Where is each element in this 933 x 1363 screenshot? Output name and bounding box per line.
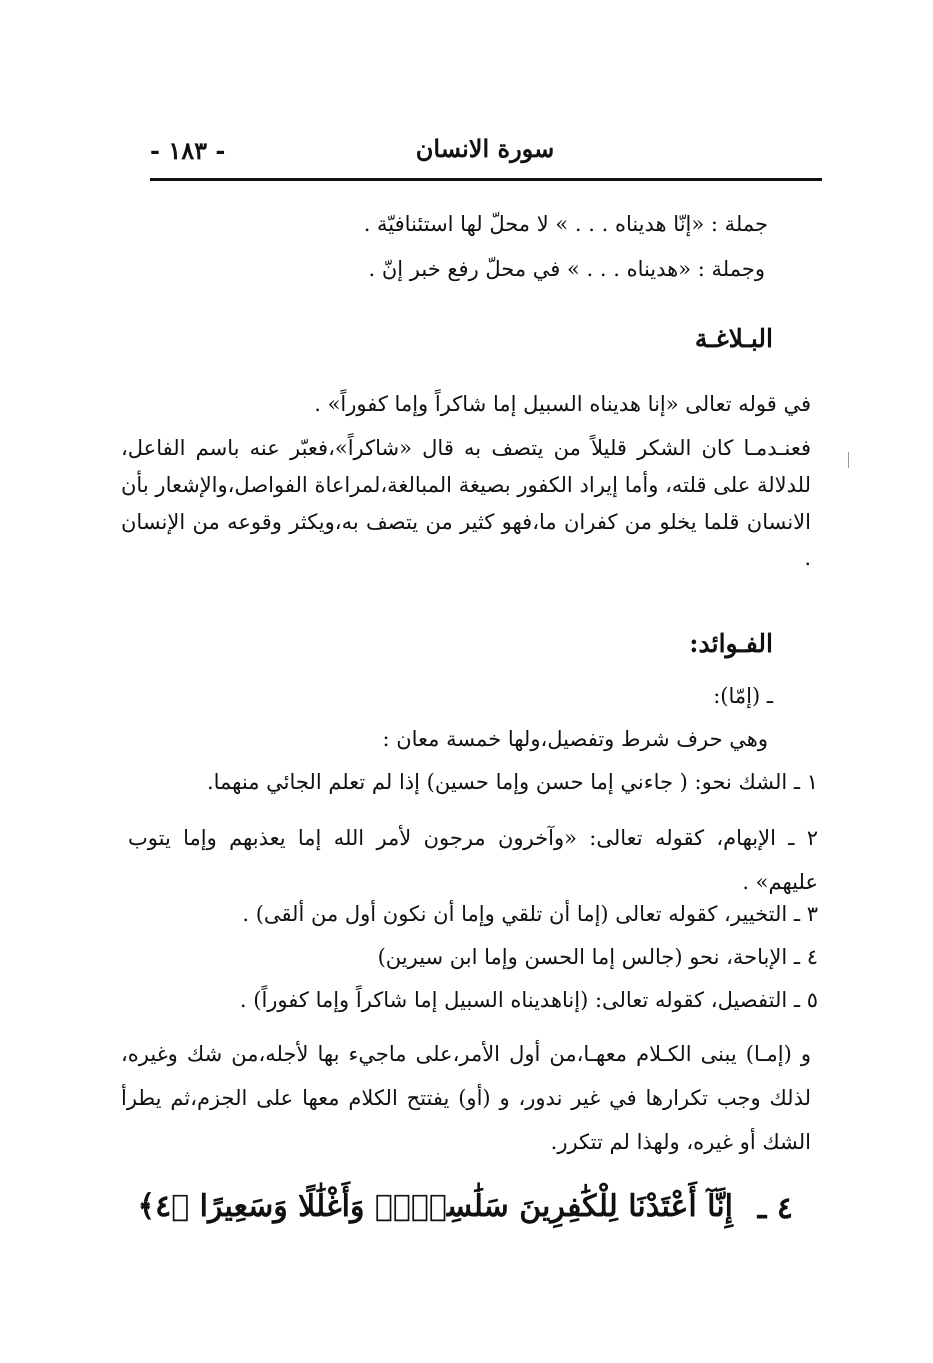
meaning-item-2: ٢ ـ الإبهام، كقوله تعالى: «وآخرون مرجون لأمر الله إما يعذبهم وإما يتوب عليهم» . [128,826,818,894]
meaning-item-1: ١ ـ الشك نحو: ( جاءني إما حسن وإما حسين) إذا لم تعلم الجائي منهما. [206,770,818,794]
fawaid-closing-paragraph: و (إمـا) يبنى الكـلام معهـا،من أول الأمر،على ماجيء بها لأجله،من شك وغيره، لذلك وجب تكرارها في غير ندور، و (أو) يفتتح الكلام معها على الجزم،ثم يطرأ الشك أو غيره، ولهذا لم تتكرر. [121,1042,811,1154]
verse-number: ٤ ـ [757,1191,793,1226]
meaning-item-4: ٤ ـ الإباحة، نحو (جالس إما الحسن وإما ابن سيرين) [377,945,818,969]
quran-verse: إِنَّآ أَعْتَدْنَا لِلْكَٰفِرِينَ سَلَٰسِلَا۟ وَأَغْلَٰلًا وَسَعِيرًا ﴿٤﴾ [137,1189,733,1224]
meaning-item-3: ٣ ـ التخيير، كقوله تعالى (إما أن تلقي وإما أن نكون أول من ألقى) . [242,902,818,926]
irab-line-2: وجملة : «هديناه . . . » في محلّ رفع خبر إنّ . [368,257,765,281]
page-number: - ١٨٣ - [150,136,226,165]
irab-line-1: جملة : «إنّا هديناه . . . » لا محلّ لها استئنافيّة . [363,212,768,236]
fawaid-intro: وهي حرف شرط وتفصيل،ولها خمسة معان : [382,727,768,751]
fawaid-heading: الفـوائد: [689,629,773,658]
balagha-paragraph: فعنـدمـا كان الشكر قليلاً من يتصف به قال «شاكراً»،فعبّر عنه باسم الفاعل، للدلالة على قلته، وأما إيراد الكفور بصيغة المبالغة،لمراعاة الفواصل،والإشعار بأن الانسان قلما يخلو من كفران ما،فهو كثير من يتصف به،ويكثر وقوعه من الإنسان . [121,436,811,571]
margin-mark [848,452,849,468]
meaning-item-5: ٥ ـ التفصيل، كقوله تعالى: (إناهديناه السبيل إما شاكراً وإما كفوراً) . [239,988,818,1012]
header-rule [150,178,822,181]
running-header [150,134,820,174]
fawaid-subheading: ـ (إمّا): [713,684,773,708]
surah-title: سورة الانسان [415,134,555,163]
balagha-verse-line: في قوله تعالى «إنا هديناه السبيل إما شاكراً وإما كفوراً» . [314,392,811,416]
balagha-heading: البـلاغـة [694,324,773,353]
